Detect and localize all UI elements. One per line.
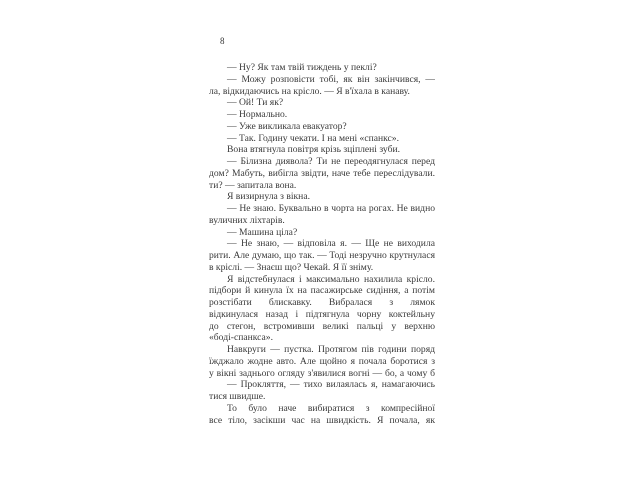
text-line: розстібати блискавку. Вибралася з лямок: [209, 297, 435, 308]
text-line: Навкруги — пустка. Протягом пів години поряд: [227, 344, 435, 355]
text-line: ла, відкидаючись на крісло. — Я в'їхала в канаву.: [209, 85, 410, 97]
body-text: [209, 62, 435, 426]
text-line: — Уже викликала евакуатор?: [227, 120, 347, 132]
text-line: — Білизна диявола? Ти не переодягнулася перед: [227, 156, 435, 167]
text-line: — Нормально.: [227, 109, 288, 120]
text-line: Я визирнула з вікна.: [227, 191, 310, 203]
text-line: відкинулася назад і підтягнула чорну коктейльну: [209, 308, 435, 320]
text-line: То було наче вибиратися з компресійної: [227, 402, 435, 414]
text-line: — Ну? Як там твій тиждень у пеклі?: [227, 62, 377, 73]
text-line: вуличних ліхтарів.: [209, 214, 285, 226]
text-line: тися швидше.: [209, 391, 266, 402]
text-line: дом? Мабуть, вибігла звідти, наче тебе переслідували.: [209, 167, 435, 179]
text-line: їжджало жодне авто. Але щойно я почала боротися з: [209, 355, 435, 367]
text-line: рити. Але думаю, що так. — Тоді незручно крутнулася: [209, 250, 435, 261]
text-line: «боді-спанкса».: [209, 332, 273, 344]
text-line: все тіло, засікши час на швидкість. Я почала, як: [209, 414, 435, 426]
text-line: — Ой! Ти як?: [227, 97, 284, 109]
text-line: — Так. Годину чекати. І на мені «спанкс».: [227, 132, 399, 144]
text-line: — Не знаю, — відповіла я. — Ще не виходила: [227, 238, 435, 250]
text-line: — Прокляття, — тихо вилаялась я, намагаючись: [227, 379, 435, 391]
text-line: підбори й кинула їх на пасажирське сидіння, а потім: [209, 285, 435, 297]
text-line: — Можу розповісти тобі, як він закінчився, —: [227, 73, 435, 85]
text-line: до стегон, встромивши великі пальці у верхню: [209, 320, 435, 332]
text-line: — Машина ціла?: [227, 226, 298, 238]
text-line: Я відстебнулася і максимально нахилила крісло.: [227, 273, 435, 285]
text-line: Вона втягнула повітря крізь зціплені зуби.: [227, 144, 401, 156]
text-line: ти? — запитала вона.: [209, 179, 297, 191]
text-line: в кріслі. — Знаєш що? Чекай. Я її зніму.: [209, 261, 374, 273]
page-number: 8: [220, 36, 225, 46]
text-line: у вікні заднього огляду з'явилися вогні — бо, а чому б: [209, 367, 435, 379]
text-line: — Не знаю. Буквально в чорта на рогах. Не видно: [227, 203, 435, 214]
